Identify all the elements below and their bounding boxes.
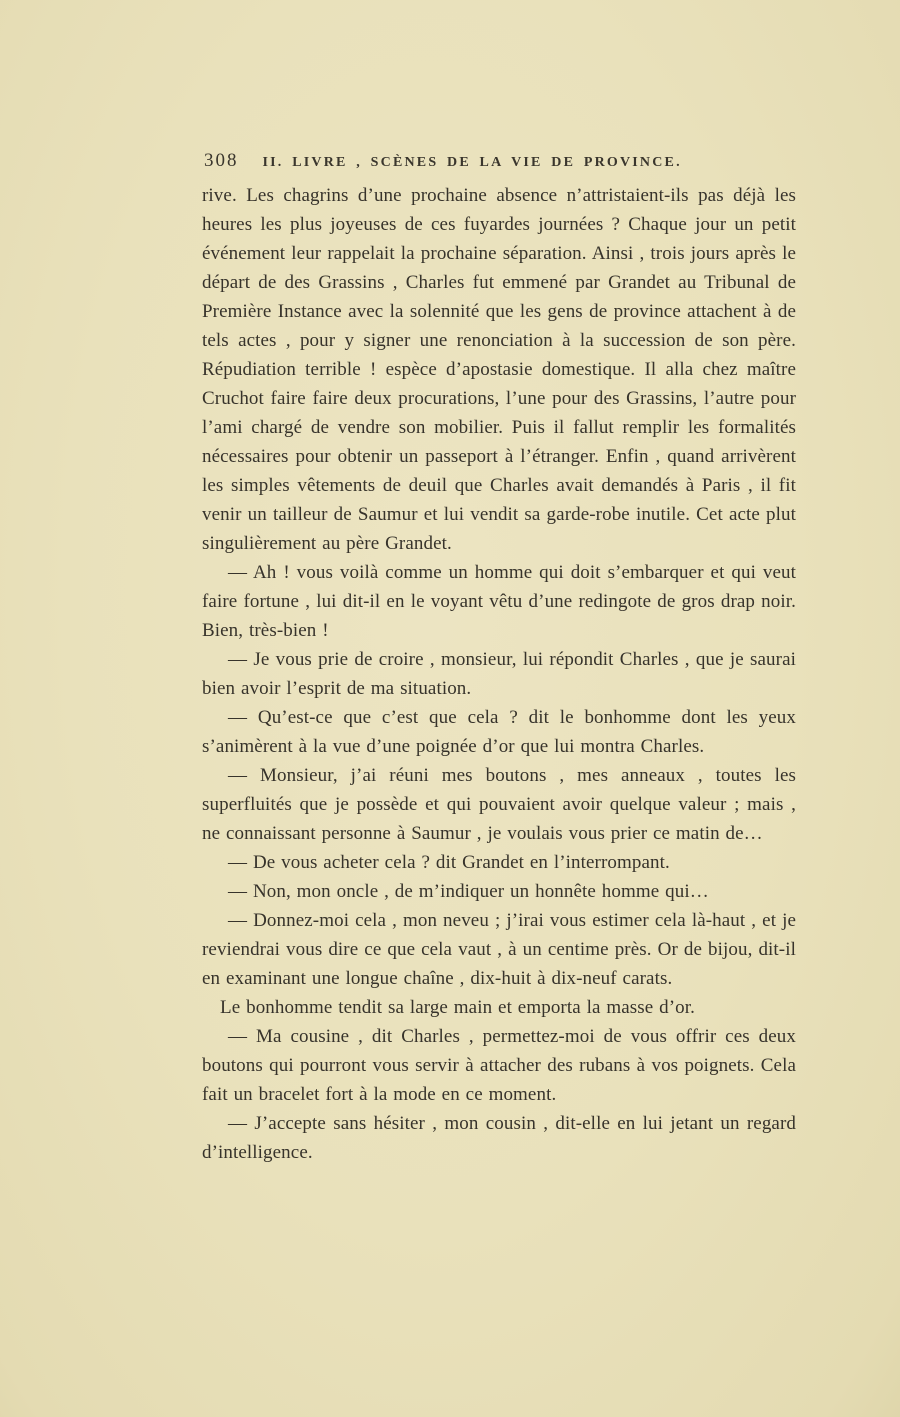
- paragraph: — J’accepte sans hésiter , mon cousin , dit-elle en lui jetant un regard d’intelligence.: [202, 1113, 796, 1163]
- paragraph: — Non, mon oncle , de m’indiquer un honnête homme qui…: [228, 881, 709, 902]
- paragraph: — Ah ! vous voilà comme un homme qui doit s’embarquer et qui veut faire fortune , lui dit-il en le voyant vêtu d’une redingote de gros drap noir. Bien, très-bien !: [202, 562, 796, 641]
- paragraph: — De vous acheter cela ? dit Grandet en l’interrompant.: [228, 852, 670, 873]
- page-header: [204, 150, 796, 172]
- paragraph: — Ma cousine , dit Charles , permettez-moi de vous offrir ces deux boutons qui pourront vous servir à attacher des rubans à vos poignets. Cela fait un bracelet fort à la mode en ce moment.: [202, 1026, 796, 1105]
- paragraph: — Je vous prie de croire , monsieur, lui répondit Charles , que je saurai bien avoir l’esprit de ma situation.: [202, 649, 796, 699]
- paragraph: Le bonhomme tendit sa large main et emporta la masse d’or.: [220, 997, 696, 1018]
- paragraph: — Monsieur, j’ai réuni mes boutons , mes anneaux , toutes les superfluités que je possède et qui pouvaient avoir quelque valeur ; mais , ne connaissant personne à Saumur , je voulais vous prier ce matin de…: [202, 765, 796, 844]
- paragraph: — Qu’est-ce que c’est que cela ? dit le bonhomme dont les yeux s’animèrent à la vue d’une poignée d’or que lui montra Charles.: [202, 707, 796, 757]
- text-block: [202, 181, 796, 1167]
- paragraph: rive. Les chagrins d’une prochaine absence n’attristaient-ils pas déjà les heures les plus joyeuses de ces fuyardes journées ? Chaque jour un petit événement leur rappelait la prochaine séparation. Ainsi , trois jours après le départ de des Grassins , Charles fut emmené par Grandet au Tribunal de Première Instance avec la solennité que les gens de province attachent à de tels actes , pour y signer une renonciation à la succession de son père. Répudiation terrible ! espèce d’apostasie domestique. Il alla chez maître Cruchot faire faire deux procurations, l’une pour des Grassins, l’autre pour l’ami chargé de vendre son mobilier. Puis il fallut remplir les formalités nécessaires pour obtenir un passeport à l’étranger. Enfin , quand arrivèrent les simples vêtements de deuil que Charles avait demandés à Paris , il fit venir un tailleur de Saumur et lui vendit sa garde-robe inutile. Cet acte plut singulièrement au père Grandet.: [202, 185, 796, 554]
- paragraph: — Donnez-moi cela , mon neveu ; j’irai vous estimer cela là-haut , et je reviendrai vous dire ce que cela vaut , à un centime près. Or de bijou, dit-il en examinant une longue chaîne , dix-huit à dix-neuf carats.: [202, 910, 796, 989]
- page-number: 308: [204, 150, 239, 171]
- running-title: II. LIVRE , SCÈNES DE LA VIE DE PROVINCE.: [262, 155, 682, 170]
